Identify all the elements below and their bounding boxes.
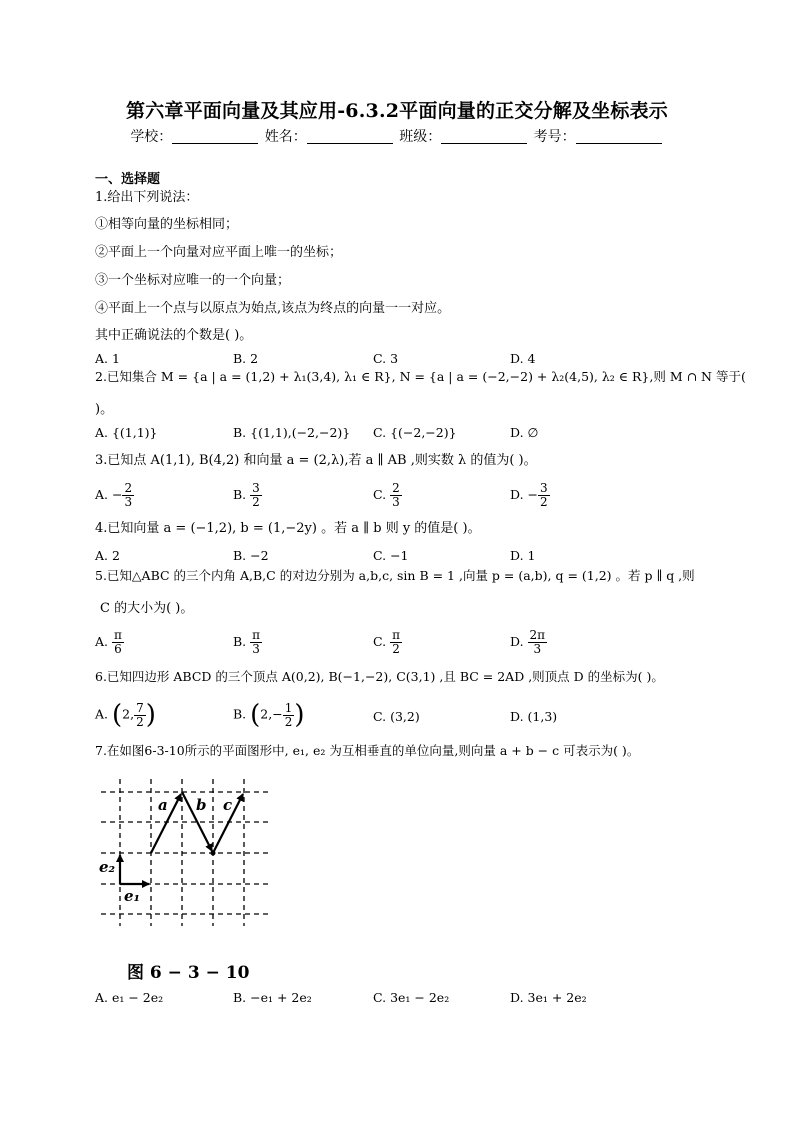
q6-b-lparen: ( <box>250 700 261 730</box>
q6-a-prefix: A. <box>95 706 112 722</box>
q5-option-b[interactable] <box>233 629 262 656</box>
q6-b-den: 2 <box>284 714 293 729</box>
q7-stem: 7.在如图6-3-10所示的平面图形中, e₁, e₂ 为互相垂直的单位向量,则向量 a + b − c 可表示为( )。 <box>95 743 640 758</box>
q3-stem: 3.已知点 A(1,1), B(4,2) 和向量 a = (2,λ),若 a ∥ AB ,则实数 λ 的值为( )。 <box>95 453 537 468</box>
q1-statement-3: ③一个坐标对应唯一的一个向量； <box>95 273 291 288</box>
q5-c-fraction <box>390 629 402 656</box>
q5-a-fraction <box>112 629 124 656</box>
page-title: 第六章平面向量及其应用-6.3.2平面向量的正交分解及坐标表示 <box>126 100 668 122</box>
q4-option-d[interactable]: D. 1 <box>510 548 536 563</box>
q3-option-d[interactable] <box>510 482 550 509</box>
q6-option-d[interactable]: D. (1,3) <box>510 709 558 724</box>
id-label: 考号： <box>533 129 576 145</box>
q1-statement-1: ①相等向量的坐标相同； <box>95 217 239 232</box>
q5-option-c[interactable] <box>373 629 402 656</box>
q6-option-a[interactable] <box>95 700 156 730</box>
label-b: b <box>196 796 207 814</box>
q5-stem-end: C 的大小为( )。 <box>100 601 194 616</box>
q2-option-a[interactable]: A. {(1,1)} <box>95 425 158 440</box>
q1-stem: 1.给出下列说法： <box>95 190 199 205</box>
q6-stem: 6.已知四边形 ABCD 的三个顶点 A(0,2), B(−1,−2), C(3,1) ,且 BC = 2AD ,则顶点 D 的坐标为( )。 <box>95 669 664 684</box>
q3-b-prefix: B. <box>233 487 251 502</box>
q3-option-c[interactable] <box>373 482 402 509</box>
q4-stem: 4.已知向量 a = (−1,2), b = (1,−2y) 。若 a ∥ b 则 y 的值是( )。 <box>95 521 481 536</box>
figure-caption: 图 6 − 3 − 10 <box>127 963 250 983</box>
name-blank <box>307 129 393 144</box>
q6-b-fraction <box>283 702 295 729</box>
q7-option-c[interactable]: C. 3e₁ − 2e₂ <box>373 990 450 1005</box>
q3-b-fraction <box>250 482 262 509</box>
q1-option-b[interactable]: B. 2 <box>233 351 259 366</box>
q5-d-den: 3 <box>533 642 542 656</box>
class-blank <box>441 129 527 144</box>
q1-question: 其中正确说法的个数是( )。 <box>95 328 253 343</box>
class-label: 班级： <box>399 129 442 145</box>
q2-option-b[interactable]: B. {(1,1),(−2,−2)} <box>233 425 351 440</box>
q5-option-d[interactable] <box>510 629 547 656</box>
label-e2: e₂ <box>99 858 116 876</box>
q2-stem: 2.已知集合 M = {a | a = (1,2) + λ₁(3,4), λ₁ ∈ R}, N = {a | a = (−2,−2) + λ₂(4,5), λ₂ ∈ R},则 M ∩ N 等于( <box>95 369 746 384</box>
q6-b-prefix: B. <box>233 706 251 722</box>
q5-b-den: 3 <box>252 642 260 656</box>
label-c: c <box>223 796 233 814</box>
q6-a-rparen: ) <box>145 700 156 730</box>
q1-statement-4: ④平面上一个点与以原点为始点,该点为终点的向量一一对应。 <box>95 301 451 316</box>
q5-b-num: π <box>252 628 261 642</box>
label-a: a <box>158 796 168 814</box>
q6-b-rparen: ) <box>294 700 305 730</box>
q1-option-c[interactable]: C. 3 <box>373 351 399 366</box>
q5-c-num: π <box>392 628 400 642</box>
q3-c-num: 2 <box>392 481 400 495</box>
vector-grid-figure <box>96 774 276 934</box>
q5-stem: 5.已知△ABC 的三个内角 A,B,C 的对边分别为 a,b,c, sin B = 1 ,向量 p = (a,b), q = (1,2) 。若 p ∥ q ,则 <box>95 568 695 583</box>
q3-a-prefix: A. − <box>95 487 123 502</box>
q3-b-num: 3 <box>252 481 260 495</box>
q6-a-lparen: ( <box>111 700 123 730</box>
q5-b-fraction <box>250 629 262 656</box>
student-info-line <box>0 126 794 146</box>
q6-b-num: 1 <box>284 700 293 715</box>
q5-a-num: π <box>113 628 122 642</box>
q3-d-prefix: D. − <box>510 487 538 502</box>
q5-b-prefix: B. <box>233 634 251 649</box>
q5-option-a[interactable] <box>95 629 124 656</box>
q6-a-lead: 2, <box>122 706 135 722</box>
id-blank <box>576 129 662 144</box>
q5-d-prefix: D. <box>510 634 528 649</box>
q4-option-c[interactable]: C. −1 <box>373 548 409 563</box>
school-blank <box>172 129 258 144</box>
q7-option-b[interactable]: B. −e₁ + 2e₂ <box>233 990 312 1005</box>
q3-a-den: 3 <box>124 495 133 509</box>
q1-option-d[interactable]: D. 4 <box>510 351 536 366</box>
q3-c-prefix: C. <box>373 487 391 502</box>
q3-a-num: 2 <box>124 481 133 495</box>
q7-option-a[interactable]: A. e₁ − 2e₂ <box>95 990 164 1005</box>
q2-option-c[interactable]: C. {(−2,−2)} <box>373 425 457 440</box>
q3-d-fraction <box>538 482 550 509</box>
q4-option-a[interactable]: A. 2 <box>95 548 120 563</box>
q3-b-den: 2 <box>252 495 260 509</box>
q3-d-den: 2 <box>540 495 548 509</box>
q3-c-den: 3 <box>392 495 400 509</box>
section-title: 一、选择题 <box>95 172 161 187</box>
q6-b-lead: 2,− <box>260 706 283 722</box>
q6-a-fraction <box>134 702 146 729</box>
q5-d-num: 2π <box>529 628 546 642</box>
label-e1: e₁ <box>124 887 141 905</box>
q7-option-d[interactable]: D. 3e₁ + 2e₂ <box>510 990 587 1005</box>
q6-option-c[interactable]: C. (3,2) <box>373 709 420 724</box>
q6-a-num: 7 <box>136 700 144 715</box>
q6-option-b[interactable] <box>233 700 305 730</box>
q3-d-num: 3 <box>540 481 548 495</box>
q2-stem-end: )。 <box>95 402 114 417</box>
q3-option-a[interactable] <box>95 482 134 509</box>
q3-option-b[interactable] <box>233 482 262 509</box>
q5-c-prefix: C. <box>373 634 391 649</box>
q4-option-b[interactable]: B. −2 <box>233 548 269 563</box>
q5-d-fraction <box>528 629 548 656</box>
q1-option-a[interactable]: A. 1 <box>95 351 120 366</box>
q2-option-d[interactable]: D. ∅ <box>510 425 539 440</box>
q3-c-fraction <box>390 482 402 509</box>
school-label: 学校： <box>130 129 173 145</box>
q6-a-den: 2 <box>136 714 144 729</box>
vertex-dot <box>211 851 216 856</box>
q5-c-den: 2 <box>392 642 400 656</box>
q5-a-prefix: A. <box>95 634 112 649</box>
q5-a-den: 6 <box>114 642 122 656</box>
name-label: 姓名： <box>264 129 307 145</box>
q3-a-fraction <box>122 482 134 509</box>
q1-statement-2: ②平面上一个向量对应平面上唯一的坐标； <box>95 245 343 260</box>
